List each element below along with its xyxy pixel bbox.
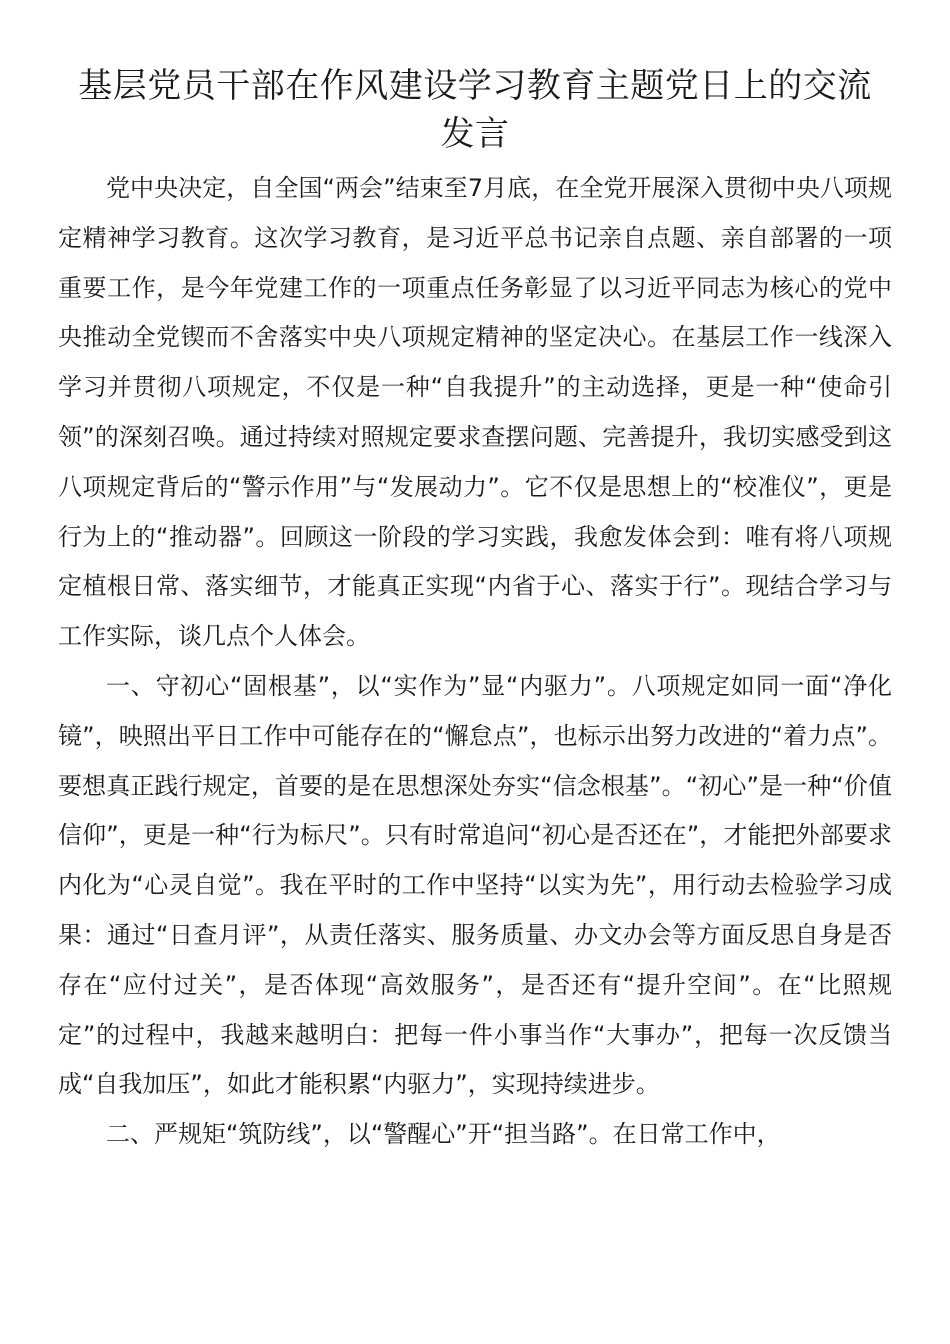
paragraph-intro: 党中央决定，自全国“两会”结束至7月底，在全党开展深入贯彻中央八项规定精神学习教育。这次学习教育，是习近平总书记亲自点题、亲自部署的一项重要工作，是今年党建工作的一项重点任务彰显了以习近平同志为核心的党中央推动全党锲而不舍落实中央八项规定精神的坚定决心。在基层工作一线深入学习并贯彻八项规定，不仅是一种“自我提升”的主动选择，更是一种“使命引领”的深刻召唤。通过持续对照规定要求查摆问题、完善提升，我切实感受到这八项规定背后的“警示作用”与“发展动力”。它不仅是思想上的“校准仪”，更是行为上的“推动器”。回顾这一阶段的学习实践，我愈发体会到：唯有将八项规定植根日常、落实细节，才能真正实现“内省于心、落实于行”。现结合学习与工作实际，谈几点个人体会。 bbox=[58, 174, 892, 651]
paragraph-section-1: 一、守初心“固根基”，以“实作为”显“内驱力”。八项规定如同一面“净化镜”，映照出平日工作中可能存在的“懈怠点”，也标示出努力改进的“着力点”。要想真正践行规定，首要的是在思想深处夯实“信念根基”。“初心”是一种“价值信仰”，更是一种“行为标尺”。只有时常追问“初心是否还在”，才能把外部要求内化为“心灵自觉”。我在平时的工作中坚持“以实为先”，用行动去检验学习成果：通过“日查月评”，从责任落实、服务质量、办文办会等方面反思自身是否存在“应付过关”，是否体现“高效服务”，是否还有“提升空间”。在“比照规定”的过程中，我越来越明白：把每一件小事当作“大事办”，把每一次反馈当成“自我加压”，如此才能积累“内驱力”，实现持续进步。 bbox=[58, 671, 892, 1099]
title-line-1: 基层党员干部在作风建设学习教育主题党日上的交流 bbox=[78, 66, 872, 106]
title-line-2: 发言 bbox=[440, 114, 510, 154]
document-title bbox=[58, 62, 892, 158]
paragraph-section-2: 二、严规矩“筑防线”，以“警醒心”开“担当路”。在日常工作中， bbox=[106, 1120, 781, 1149]
document-body bbox=[58, 164, 892, 1160]
